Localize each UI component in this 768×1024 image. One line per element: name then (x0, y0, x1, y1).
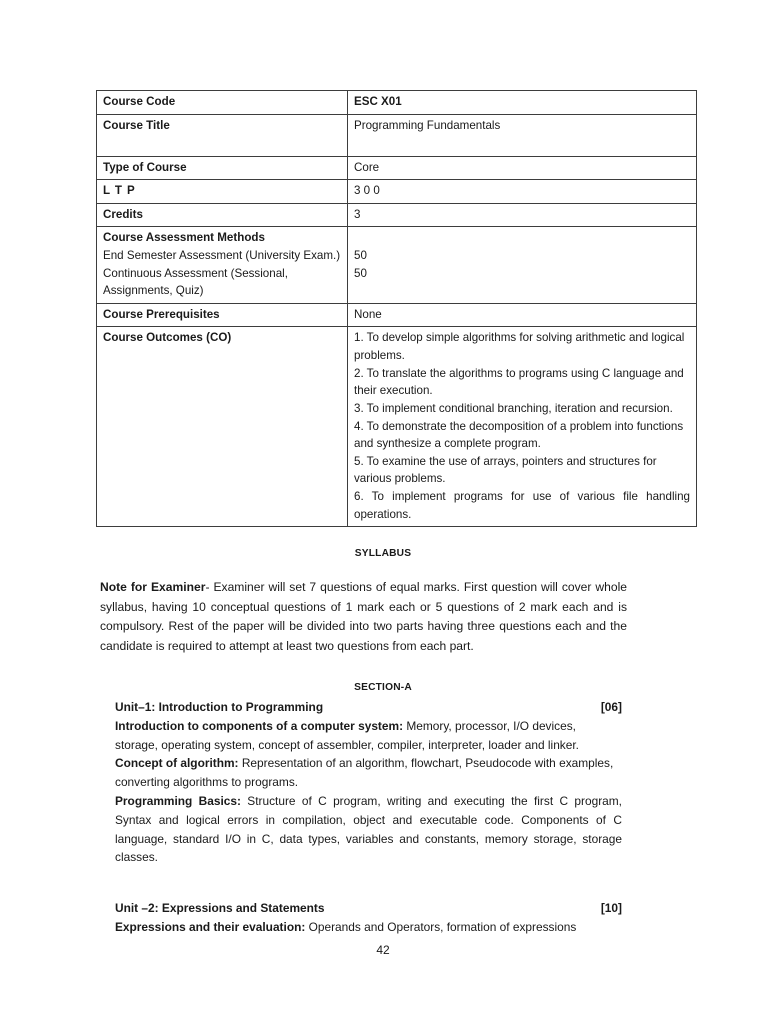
unit-2-topic-expressions (115, 918, 622, 937)
cell-value-type-of-course (348, 156, 697, 180)
table-row-type-of-course (97, 156, 697, 180)
label-course-title: Course Title (103, 118, 170, 132)
unit-1-topic-programming-basics-lead: Programming Basics: (115, 793, 241, 808)
course-outcome-item: 6. To implement programs for use of various file handling operations. (354, 489, 690, 521)
cell-value-course-outcomes (348, 327, 697, 527)
section-a-heading: SECTION-A (354, 682, 412, 693)
unit-1-topic-concept-of-algorithm-lead: Concept of algorithm: (115, 756, 239, 771)
note-for-examiner-label: Note for Examiner (100, 580, 206, 594)
course-outcome-item: 1. To develop simple algorithms for solving arithmetic and logical problems. (354, 331, 685, 363)
cell-value-ltp (348, 180, 697, 204)
unit-1-topic-intro-components-text: Memory, processor, I/O devices, storage, operating system, concept of assembler, compiler, interpreter, loader and linker. (115, 718, 579, 752)
cell-label-course-outcomes (97, 327, 348, 527)
value-assessment-marks-2: 50 (354, 266, 367, 280)
unit-1-header (115, 698, 622, 717)
unit-2-title: Unit –2: Expressions and Statements (115, 901, 325, 915)
label-course-code: Course Code (103, 95, 176, 108)
table-row-course-outcomes (97, 327, 697, 527)
label-credits: Credits (103, 207, 143, 221)
unit-1-marks: [06] (600, 700, 622, 714)
note-for-examiner-paragraph (100, 578, 627, 656)
label-prerequisites: Course Prerequisites (103, 307, 220, 321)
table-row-assessment-methods (97, 227, 697, 303)
label-assessment-heading: Course Assessment Methods (103, 231, 265, 245)
course-outcome-item: 5. To examine the use of arrays, pointers and structures for various problems. (354, 454, 657, 486)
cell-value-course-title (348, 114, 697, 156)
course-outcome-item: 4. To demonstrate the decomposition of a problem into functions and synthesize a complete program. (354, 419, 684, 451)
cell-label-assessment-methods (97, 227, 348, 303)
cell-label-type-of-course (97, 156, 348, 180)
cell-value-course-code (348, 91, 697, 115)
cell-label-course-code (97, 91, 348, 115)
table-row-course-title (97, 114, 697, 156)
value-ltp: 3 0 0 (354, 184, 380, 198)
table-row-ltp (97, 180, 697, 204)
unit-2-header (115, 899, 622, 918)
label-assessment-method-1: End Semester Assessment (University Exam.) (103, 249, 341, 263)
cell-label-ltp (97, 180, 348, 204)
unit-1-topic-intro-components-lead: Introduction to components of a computer system: (115, 718, 404, 733)
unit-1-topic-programming-basics-text: Structure of C program, writing and executing the first C program, Syntax and logical errors in compilation, object and executable code. Components of C language, standard I/O in C, data types, variables and constants, memory storage, storage classes. (115, 793, 622, 865)
unit-1-topic-concept-of-algorithm-text: Representation of an algorithm, flowchart, Pseudocode with examples, converting algorithms to programs. (115, 756, 614, 790)
unit-2-topic-expressions-text: Operands and Operators, formation of expressions (305, 919, 577, 934)
label-ltp: L T P (103, 184, 136, 198)
table-row-prerequisites (97, 303, 697, 327)
unit-2-block (115, 899, 622, 937)
label-assessment-method-2: Continuous Assessment (Sessional, Assignments, Quiz) (103, 266, 288, 298)
value-prerequisites: None (354, 307, 382, 321)
course-outcome-item: 3. To implement conditional branching, iteration and recursion. (354, 401, 673, 415)
cell-value-prerequisites (348, 303, 697, 327)
syllabus-heading: SYLLABUS (354, 548, 412, 559)
course-outcome-item: 2. To translate the algorithms to programs using C language and their execution. (354, 366, 684, 398)
cell-value-credits (348, 203, 697, 227)
value-credits: 3 (354, 207, 361, 221)
course-info-table (96, 90, 697, 527)
note-for-examiner-text: - Examiner will set 7 questions of equal marks. First question will cover whole syllabus, having 10 conceptual questions of 1 mark each or 5 questions of 2 mark each and is compulsory. Rest of the paper will be divided into two parts having three questions each and the candidate is required to attempt at least two questions from each part. (100, 580, 627, 653)
unit-1-title: Unit–1: Introduction to Programming (115, 700, 324, 714)
page-number: 42 (376, 943, 390, 957)
cell-label-credits (97, 203, 348, 227)
unit-1-topic-intro-components (115, 717, 622, 755)
value-course-code: ESC X01 (354, 95, 402, 108)
unit-1-topic-programming-basics (115, 792, 622, 867)
label-type-of-course: Type of Course (103, 160, 187, 174)
cell-label-course-title (97, 114, 348, 156)
table-row-course-code (97, 91, 697, 115)
unit-2-marks: [10] (600, 901, 622, 915)
unit-1-topic-concept-of-algorithm (115, 754, 622, 792)
cell-value-assessment-methods (348, 227, 697, 303)
label-course-outcomes: Course Outcomes (CO) (103, 331, 232, 345)
table-row-credits (97, 203, 697, 227)
cell-label-prerequisites (97, 303, 348, 327)
unit-2-topic-expressions-lead: Expressions and their evaluation: (115, 919, 306, 934)
value-assessment-marks-1: 50 (354, 249, 367, 263)
value-type-of-course: Core (354, 160, 380, 174)
unit-1-block (115, 698, 622, 867)
value-course-title: Programming Fundamentals (354, 118, 501, 132)
